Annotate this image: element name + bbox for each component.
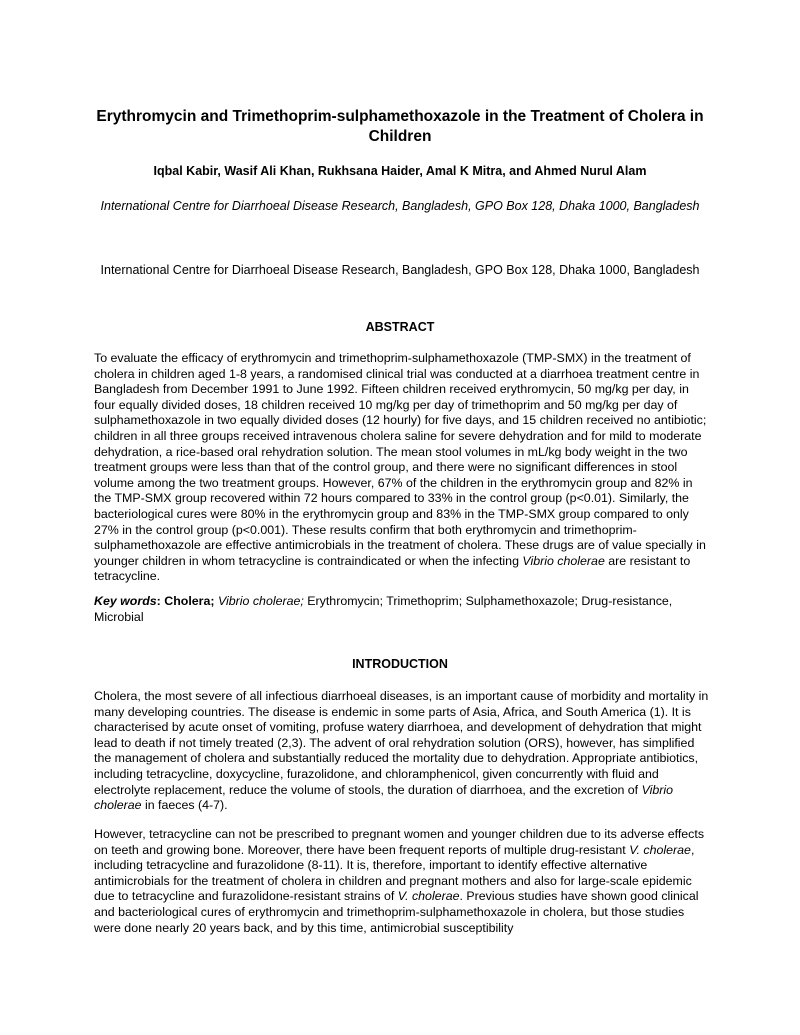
intro-p2-text-b: , including tetracycline and furazolidone (8-11). It is, therefore, important to identify effective alternative antimicrobials for the treatment of cholera in children and pregnant mothers and also for large-scale epidemic due to tetracycline and furazolidone-resistant strains of — [94, 842, 695, 904]
intro-p1-end: in faeces (4-7). — [141, 798, 228, 813]
affiliation-plain: International Centre for Diarrhoeal Disease Research, Bangladesh, GPO Box 128, Dhaka 1000, Bangladesh — [100, 263, 700, 277]
abstract-text-end: are resistant to tetracycline. — [94, 553, 691, 584]
keywords-colon: : — [156, 594, 165, 608]
paper-title: Erythromycin and Trimethoprim-sulphamethoxazole in the Treatment of Cholera in Children — [96, 108, 704, 145]
author-list: Iqbal Kabir, Wasif Ali Khan, Rukhsana Haider, Amal K Mitra, and Ahmed Nurul Alam — [153, 164, 647, 178]
abstract-species: Vibrio cholerae — [522, 553, 605, 568]
intro-p1-text: Cholera, the most severe of all infectious diarrhoeal diseases, is an important cause of morbidity and mortality in many developing countries. The disease is endemic in some parts of Asia, Africa, and South America (1). It is characterised by acute onset of vomiting, profuse watery diarrhoea, and development of dehydration that might lead to death if not timely treated (2,3). The advent of oral rehydration solution (ORS), however, has simplified the management of cholera and substantially reduced the mortality due to dehydration. Appropriate antibiotics, including tetracycline, doxycycline, furazolidone, and chloramphenicol, given concurrently with fluid and electrolyte replacement, reduce the volume of stools, the duration of diarrhoea, and the excretion of — [94, 689, 709, 797]
intro-p2-text-c: . Previous studies have shown good clinical and bacteriological cures of erythromycin and trimethoprim-sulphamethoxazole in cholera, but those studies were done nearly 20 years back, and by this time, antimicrobial susceptibility — [94, 889, 699, 935]
introduction-heading: INTRODUCTION — [352, 657, 448, 671]
intro-p2-species-2: V. cholerae — [397, 889, 460, 904]
keywords-rest: Erythromycin; Trimethoprim; Sulphamethoxazole; Drug-resistance, Microbial — [94, 594, 673, 624]
intro-p2-text-a: However, tetracycline can not be prescribed to pregnant women and younger children due to its adverse effects on teeth and growing bone. Moreover, there have been frequent reports of multiple drug-resistant — [94, 827, 705, 857]
keyword-species: Vibrio cholerae; — [214, 594, 304, 608]
affiliation-italic: International Centre for Diarrhoeal Disease Research, Bangladesh, GPO Box 128, Dhaka 1000, Bangladesh — [100, 199, 700, 213]
intro-p2-species-1: V. cholerae — [629, 842, 691, 857]
keywords — [94, 594, 712, 625]
keywords-label: Key words — [94, 594, 157, 608]
intro-p1-species: Vibrio cholerae — [94, 782, 674, 813]
keyword-cholera: Cholera; — [164, 594, 215, 608]
intro-paragraph-1 — [94, 689, 712, 814]
abstract-text: To evaluate the efficacy of erythromycin and trimethoprim-sulphamethoxazole (TMP-SMX) in the treatment of cholera in children aged 1-8 years, a randomised clinical trial was conducted at a diarrhoea treatment centre in Bangladesh from December 1991 to June 1992. Fifteen children received erythromycin, 50 mg/kg per day, in four equally divided doses, 18 children received 10 mg/kg per day of trimethoprim and 50 mg/kg per day of sulphamethoxazole in two equally divided doses (12 hourly) for five days, and 15 children received no antibiotic; children in all three groups received intravenous cholera saline for severe dehydration and for mild to moderate dehydration, a rice-based oral rehydration solution. The mean stool volumes in mL/kg body weight in the two treatment groups were less than that of the control group, and there were no significant differences in stool volume among the two treatment groups. However, 67% of the children in the erythromycin group and 82% in the TMP-SMX group recovered within 72 hours compared to 33% in the control group (p<0.01). Similarly, the bacteriological cures were 80% in the erythromycin group and 83% in the TMP-SMX group compared to only 27% in the control group (p<0.001). These results confirm that both erythromycin and trimethoprim-sulphamethoxazole are effective antimicrobials in the treatment of cholera. These drugs are of value specially in younger children in whom tetracycline is contraindicated or when the infecting — [94, 351, 707, 568]
intro-paragraph-2 — [94, 827, 712, 936]
abstract-body — [94, 351, 712, 585]
abstract-heading: ABSTRACT — [365, 320, 435, 334]
